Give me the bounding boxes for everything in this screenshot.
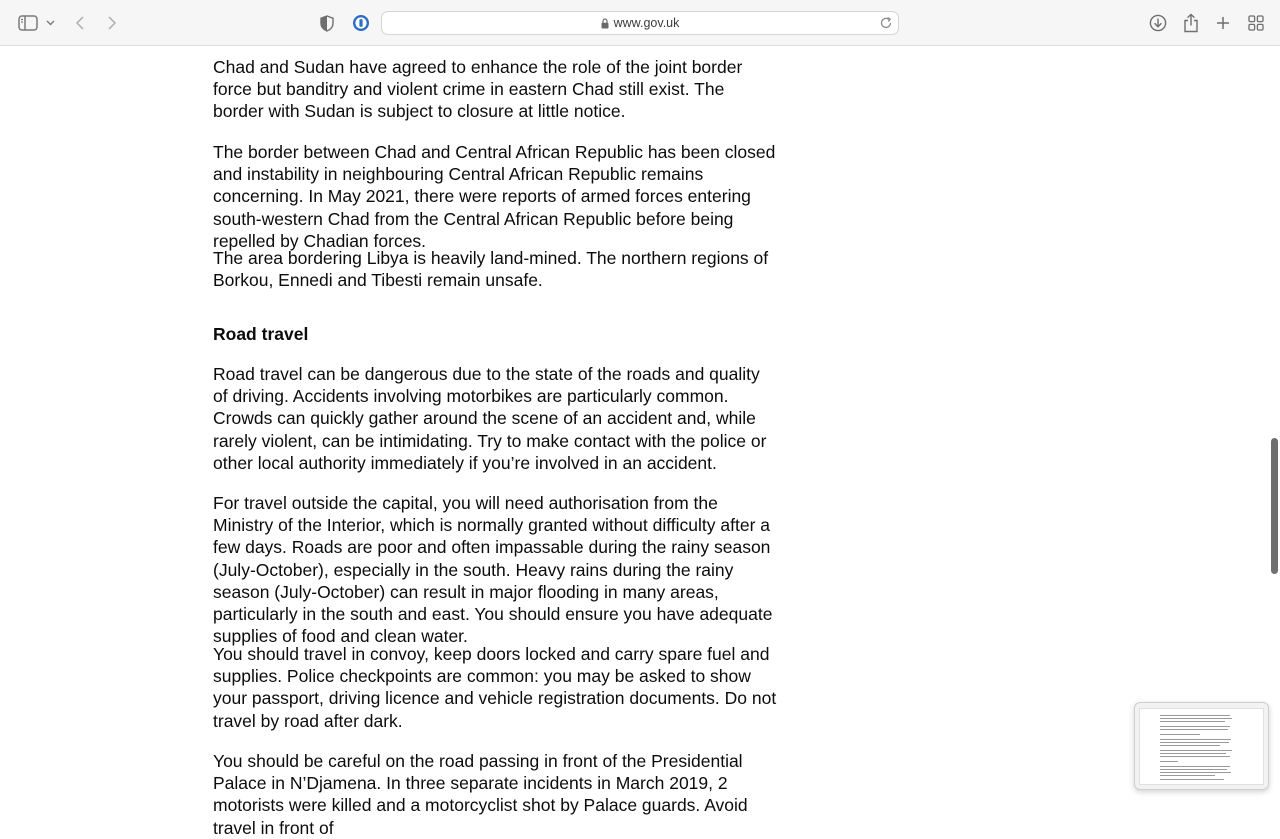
thumbnail-text-line bbox=[1160, 718, 1232, 719]
thumbnail-text-line bbox=[1160, 753, 1226, 754]
privacy-report-button[interactable] bbox=[318, 11, 336, 35]
browser-toolbar bbox=[0, 0, 1280, 46]
tab-group-menu-button[interactable] bbox=[44, 11, 56, 35]
paragraph-libya-border: The area bordering Libya is heavily land-mined. The northern regions of Borkou, Ennedi and Tibesti remain unsafe. bbox=[213, 248, 769, 291]
share-icon bbox=[1183, 13, 1199, 33]
password-manager-icon bbox=[352, 14, 370, 32]
thumbnail-text-line bbox=[1160, 750, 1232, 751]
downloads-button[interactable] bbox=[1148, 11, 1168, 35]
thumbnail-text-line bbox=[1160, 769, 1227, 770]
thumbnail-text-line bbox=[1160, 734, 1200, 735]
new-tab-button[interactable] bbox=[1214, 11, 1232, 35]
thumbnail-text-line bbox=[1160, 756, 1230, 757]
tab-overview-button[interactable] bbox=[1246, 11, 1266, 35]
thumbnail-text-line bbox=[1160, 761, 1178, 762]
chevron-down-icon bbox=[46, 20, 55, 26]
back-button[interactable] bbox=[72, 11, 88, 35]
page-thumbnail-preview[interactable] bbox=[1134, 702, 1269, 790]
thumbnail-text-line bbox=[1160, 739, 1231, 740]
address-bar[interactable] bbox=[381, 11, 899, 35]
thumbnail-text-line bbox=[1160, 772, 1231, 773]
section-heading-road-travel: Road travel bbox=[213, 324, 309, 344]
thumbnail-text-line bbox=[1160, 726, 1230, 727]
paragraph-chad-sudan-border: Chad and Sudan have agreed to enhance the role of the joint border force but banditry and violent crime in eastern Chad still exist. The border with Sudan is subject to closure at little notice. bbox=[213, 57, 743, 122]
forward-button[interactable] bbox=[104, 11, 120, 35]
plus-icon bbox=[1216, 16, 1230, 30]
thumbnail-text-line bbox=[1160, 729, 1228, 730]
reload-button[interactable] bbox=[879, 16, 893, 35]
sidebar-toggle-button[interactable] bbox=[17, 11, 39, 35]
paragraph-road-dangers: Road travel can be dangerous due to the state of the roads and quality of driving. Accidents involving motorbikes are particularly common. Crowds can quickly gather around the scene of an accident and, while rarely violent, can be intimidating. Try to make contact with the police or other local authority immediately if you’re involved in an accident. bbox=[213, 364, 767, 473]
url-text: www.gov.uk bbox=[613, 16, 680, 30]
thumbnail-text-line bbox=[1160, 742, 1229, 743]
scrollbar-thumb[interactable] bbox=[1271, 438, 1278, 574]
shield-icon bbox=[320, 15, 334, 32]
paragraph-car-border: The border between Chad and Central African Republic has been closed and instability in neighbouring Central African Republic remains concerning. In May 2021, there were reports of armed forces entering south-western Chad from the Central African Republic before being repelled by Chadian forces. bbox=[213, 142, 776, 251]
article-content bbox=[213, 46, 783, 838]
thumbnail-text-line bbox=[1160, 779, 1224, 780]
paragraph-travel-authorisation: For travel outside the capital, you will need authorisation from the Ministry of the Interior, which is normally granted without difficulty after a few days. Roads are poor and often impassable during the rainy season (July-October), especially in the south. Heavy rains during the rainy season (July-October) can result in major flooding in many areas, particularly in the south and east. You should ensure you have adequate supplies of food and clean water. bbox=[213, 493, 773, 647]
paragraph-convoy-advice: You should travel in convoy, keep doors locked and carry spare fuel and supplies. Police checkpoints are common: you may be asked to show your passport, driving licence and vehicle registration documents. Do not travel by road after dark. bbox=[213, 644, 777, 731]
download-icon bbox=[1149, 14, 1167, 32]
forward-arrow-icon bbox=[107, 15, 117, 31]
back-arrow-icon bbox=[75, 15, 85, 31]
share-button[interactable] bbox=[1181, 11, 1201, 35]
thumbnail-text-line bbox=[1160, 745, 1220, 746]
paragraph-presidential-palace: You should be careful on the road passing in front of the Presidential Palace in N’Djamena. In three separate incidents in March 2019, 2 motorists were killed and a motorcyclist shot by Palace guards. Avoid travel in front of bbox=[213, 751, 748, 838]
sidebar-icon bbox=[18, 15, 38, 31]
lock-icon bbox=[601, 18, 609, 29]
password-manager-button[interactable] bbox=[351, 11, 371, 35]
reload-icon bbox=[879, 16, 893, 30]
thumbnail-text-line bbox=[1160, 715, 1230, 716]
thumbnail-text-line bbox=[1160, 721, 1225, 722]
grid-icon bbox=[1248, 15, 1264, 31]
thumbnail-page bbox=[1139, 708, 1264, 785]
thumbnail-text-line bbox=[1160, 766, 1230, 767]
thumbnail-text-line bbox=[1160, 775, 1215, 776]
